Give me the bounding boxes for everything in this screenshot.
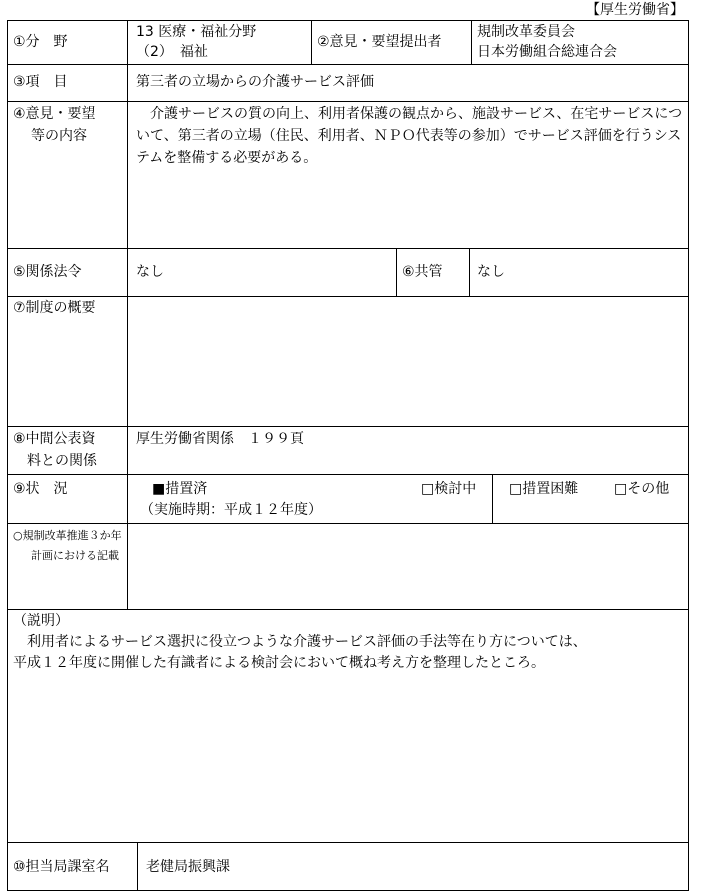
explanation-line1: 利用者によるサービス選択に役立つような介護サービス評価の手法等在り方については、 (13, 634, 587, 650)
content-text: 介護サービスの質の向上、利用者保護の観点から、施設サービス、在宅サービスについて、第三者の立場（住民、利用者、ＮＰＯ代表等の参加）でサービス評価を行うシステムを整備する必要がある。 (136, 106, 683, 166)
item-label: ③項 目 (13, 74, 68, 90)
status-period: （実施時期：平成１２年度） (140, 502, 322, 518)
field-value-line1: 13 医療・福祉分野 (136, 24, 257, 40)
law-value: なし (136, 264, 164, 280)
content-label-line1: ④意見・要望 (13, 106, 96, 122)
plan-label-line1: ○規制改革推進３か年 (13, 529, 122, 542)
bureau-value: 老健局振興課 (146, 859, 230, 875)
joint-value: なし (477, 264, 505, 280)
overview-label: ⑦制度の概要 (13, 300, 96, 316)
explanation-label: （説明） (13, 613, 69, 629)
status-label: ⑨状 況 (13, 481, 68, 497)
status-difficult: □措置困難 (509, 481, 579, 497)
interim-label-line1: ⑧中間公表資 (13, 431, 96, 447)
plan-label-line2: 計画における記載 (31, 549, 119, 562)
submitter-label: ②意見・要望提出者 (317, 34, 442, 50)
status-reviewing: □検討中 (421, 481, 477, 497)
field-label: ①分 野 (13, 34, 68, 50)
submitter-value-line1: 規制改革委員会 (477, 24, 575, 40)
explanation-line2: 平成１２年度に開催した有識者による検討会において概ね考え方を整理したところ。 (13, 655, 545, 671)
content-label-line2: 等の内容 (31, 128, 87, 144)
joint-label: ⑥共管 (402, 264, 443, 280)
status-done: ■措置済 (152, 481, 208, 497)
item-value: 第三者の立場からの介護サービス評価 (136, 74, 374, 90)
status-other: □その他 (614, 481, 670, 497)
interim-value: 厚生労働省関係 １９９頁 (136, 431, 304, 447)
interim-label-line2: 料との関係 (27, 453, 97, 469)
field-value-line2: （2） 福祉 (136, 44, 208, 60)
law-label: ⑤関係法令 (13, 264, 82, 280)
bureau-label: ⑩担当局課室名 (13, 859, 110, 875)
ministry-label: 【厚生労働省】 (586, 2, 684, 18)
submitter-value-line2: 日本労働組合総連合会 (477, 44, 617, 60)
